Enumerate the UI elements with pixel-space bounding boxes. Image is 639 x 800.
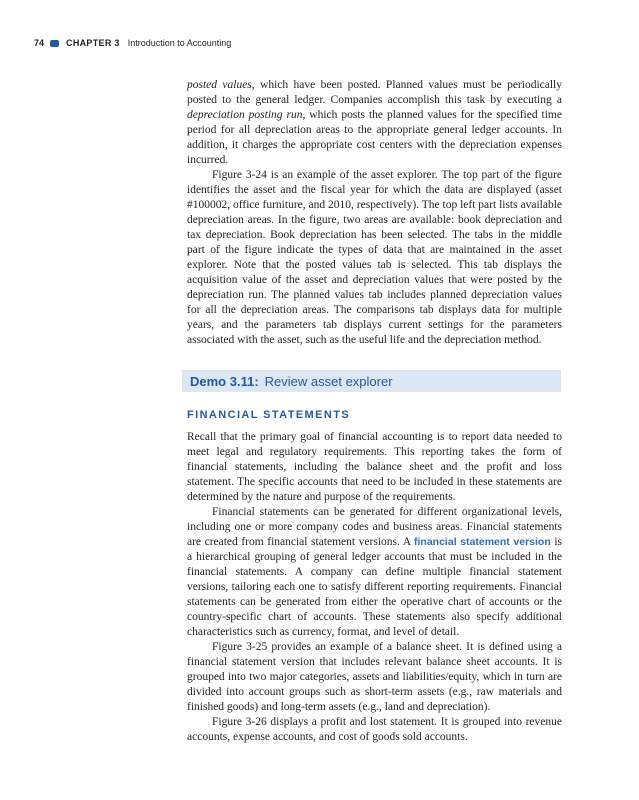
term-depreciation-posting-run: depreciation posting run — [187, 109, 303, 121]
demo-label: Demo 3.11: — [190, 373, 259, 389]
running-head — [34, 38, 231, 48]
chapter-label: CHAPTER 3 — [66, 38, 120, 48]
paragraph-profit-loss: Figure 3-26 displays a profit and lost statement. It is grouped into revenue accounts, expense accounts, and cost of goods sold accounts. — [187, 716, 562, 743]
section-heading: FINANCIAL STATEMENTS — [187, 409, 351, 421]
paragraph-text: is a hierarchical grouping of general ledger accounts that must be included in the financial statements. A company can define multiple financial statement versions, tailoring each one to satisfy different reporting requirements. Financial statements can be generated from either the operative chart of accounts or the country-specific chart of accounts. These statements also specify additional characteristics such as currency, format, and level of detail. — [187, 536, 562, 638]
section-text-block — [187, 430, 562, 745]
paragraph-goal: Recall that the primary goal of financial accounting is to report data needed to meet legal and regulatory requirements. This reporting takes the form of financial statements, including the balance sheet and the profit and loss statement. The specific accounts that need to be included in these statements are determined by the nature and purpose of the requirements. — [187, 431, 562, 503]
paragraph-posted-values — [187, 78, 562, 168]
top-text-block — [187, 78, 562, 348]
demo-title: Review asset explorer — [264, 373, 393, 389]
demo-callout — [182, 370, 561, 392]
term-posted-values: posted values — [187, 79, 252, 91]
paragraph-text: , which have been posted. Planned values must be periodically posted to the general ledger. Companies accomplish this task by executing a — [187, 79, 562, 106]
chapter-marker-icon — [50, 40, 59, 47]
paragraph-text: , which posts the planned values for the specified time period for all depreciation areas to the appropriate general ledger accounts. In addition, it charges the appropriate cost centers with the depreciation expenses incurred. — [187, 109, 562, 166]
paragraph-text: Financial statements can be generated for different organizational levels, including one or more company codes and business areas. Financial statements are created from financial statement versions. A — [187, 506, 562, 548]
page-number: 74 — [34, 38, 45, 48]
term-financial-statement-version: financial statement version — [414, 536, 551, 548]
paragraph-financial-statement-versions — [187, 505, 562, 640]
paragraph-asset-explorer: Figure 3-24 is an example of the asset explorer. The top part of the figure identifies the asset and the fiscal year for which the data are displayed (asset #100002, office furniture, and 2010, respectively). The top left part lists available depreciation areas. In the figure, two areas are available: book depreciation and tax depreciation. Book depreciation has been selected. The tabs in the middle part of the figure indicate the types of data that are maintained in the asset explorer. Note that the posted values tab is selected. This tab displays the acquisition value of the asset and depreciation values that were posted by the depreciation run. The planned values tab includes planned depreciation values for all the depreciation areas. The comparisons tab displays data for multiple years, and the parameters tab displays current settings for the parameters associated with the asset, such as the useful life and the depreciation method. — [187, 169, 562, 346]
paragraph-balance-sheet: Figure 3-25 provides an example of a balance sheet. It is defined using a financial statement version that includes relevant balance sheet accounts. It is grouped into two major categories, assets and liabilities/equity, which in turn are divided into account groups such as short-term assets (e.g., raw materials and finished goods) and long-term assets (e.g., land and depreciation). — [187, 641, 562, 713]
chapter-title: Introduction to Accounting — [127, 38, 232, 48]
